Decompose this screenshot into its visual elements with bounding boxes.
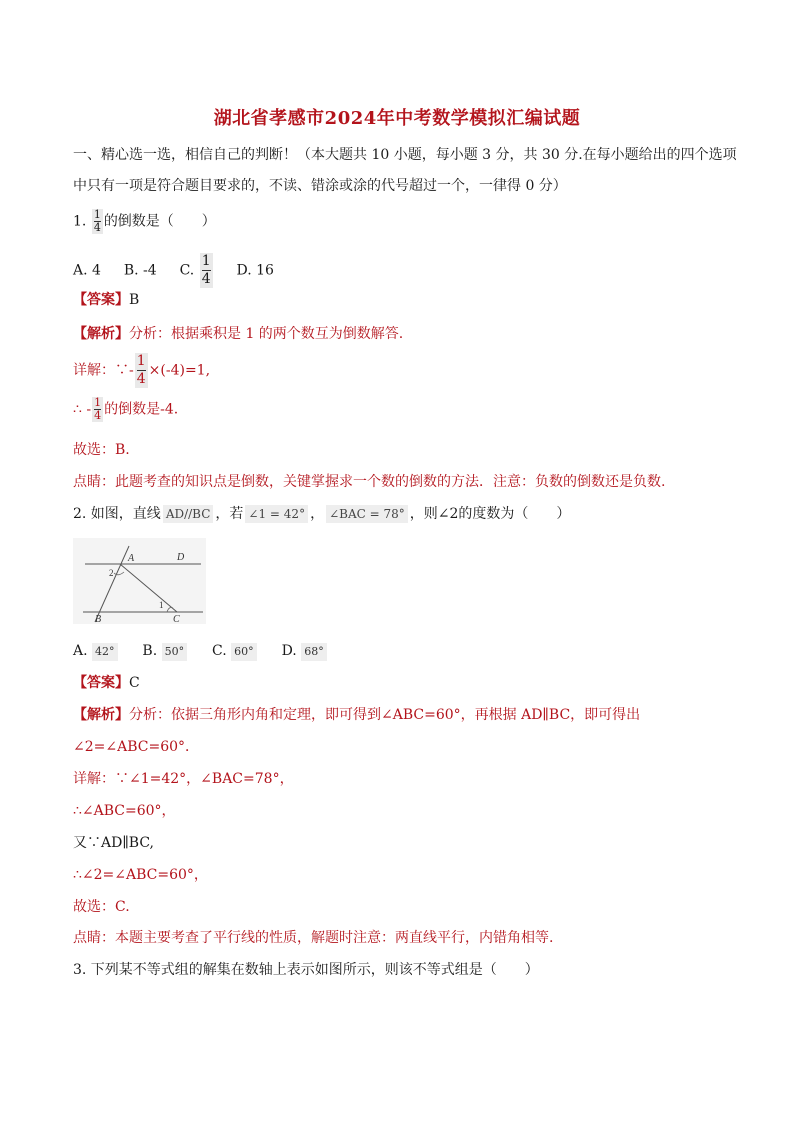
question-text: 2. 如图，直线 <box>73 506 161 522</box>
analysis-tag: 【解析】 <box>73 326 129 342</box>
section-instructions-line2: 中只有一项是符合题目要求的，不读、错涂或涂的代号超过一个，一律得 0 分） <box>73 178 567 194</box>
option-c-value: 60° <box>231 643 257 661</box>
question-2-stem <box>73 505 570 523</box>
option-d-value: 68° <box>301 643 327 661</box>
therefore-suffix: 的倒数是-4. <box>104 401 179 418</box>
question-1-therefore <box>73 397 178 422</box>
math-angle-1: ∠1 = 42° <box>245 505 308 523</box>
option-d-label: D. <box>281 643 297 659</box>
geometry-figure <box>73 538 206 624</box>
question-1-choice: 故选：B. <box>73 442 130 458</box>
answer-tag: 【答案】 <box>73 675 129 691</box>
math-ad-parallel-bc: AD//BC <box>163 505 214 523</box>
question-2-analysis-cont: ∠2=∠ABC=60°． <box>73 739 200 755</box>
label-a: A <box>128 553 135 564</box>
fraction <box>92 397 103 422</box>
option-b-value: 50° <box>162 643 188 661</box>
question-2-choice: 故选：C. <box>73 899 130 915</box>
option-c-label: C. <box>212 643 227 659</box>
fraction-denominator: 4 <box>94 409 102 422</box>
question-2-detail-3: 又∵AD∥BC, <box>73 835 155 851</box>
fraction <box>135 353 148 388</box>
option-a-value: 42° <box>92 643 118 661</box>
question-text: ，则∠2的度数为（ ） <box>409 506 571 522</box>
label-d: D <box>177 552 185 563</box>
answer-value: B <box>129 292 140 308</box>
question-2-options <box>73 642 327 661</box>
question-1-detail <box>73 353 210 388</box>
question-1-answer <box>73 291 139 309</box>
question-number: 1. <box>73 213 87 230</box>
option-c-fraction <box>200 253 213 288</box>
fraction <box>92 209 103 234</box>
question-1-stem <box>73 209 216 234</box>
fraction-numerator: 1 <box>94 396 102 409</box>
question-1-analysis <box>73 325 403 343</box>
fraction-denominator: 4 <box>136 371 146 387</box>
question-3-stem: 3. 下列某不等式组的解集在数轴上表示如图所示，则该不等式组是（ ） <box>73 962 539 978</box>
page-title: 湖北省孝感市2024年中考数学模拟汇编试题 <box>213 108 581 129</box>
option-c-label: C. <box>179 262 195 279</box>
question-2-detail-1: 详解：∵∠1=42°，∠BAC=78°， <box>73 771 294 787</box>
option-a-label: A. <box>73 643 88 659</box>
question-1-comment: 点睛：此题考查的知识点是倒数，关键掌握求一个数的倒数的方法．注意：负数的倒数还是负数. <box>73 474 666 490</box>
fraction-numerator: 1 <box>136 353 146 369</box>
label-b: B <box>95 614 102 624</box>
fraction-numerator: 1 <box>93 208 101 221</box>
question-text: ，若 <box>215 506 244 522</box>
fraction-denominator: 4 <box>201 271 211 287</box>
option-b: B. -4 <box>123 262 157 279</box>
detail-suffix: ×(-4)=1, <box>148 362 211 379</box>
analysis-text: 分析：根据乘积是 1 的两个数互为倒数解答. <box>129 326 404 342</box>
math-angle-bac: ∠BAC = 78° <box>326 505 408 523</box>
question-2-detail-4: ∴∠2=∠ABC=60°， <box>73 867 208 883</box>
analysis-tag: 【解析】 <box>73 707 129 723</box>
answer-tag: 【答案】 <box>73 292 129 308</box>
label-angle-1: 1 <box>159 600 164 610</box>
answer-value: C <box>129 675 140 691</box>
detail-prefix: 详解：∵- <box>73 362 134 379</box>
question-2-detail-2: ∴∠ABC=60°， <box>73 803 176 819</box>
option-a: A. 4 <box>73 262 101 279</box>
option-b-label: B. <box>142 643 158 659</box>
question-1-options <box>73 253 274 288</box>
question-2-answer <box>73 674 140 692</box>
question-2-analysis <box>73 706 640 724</box>
question-text: 的倒数是（ ） <box>103 213 216 230</box>
parallel-lines-diagram <box>73 538 206 624</box>
option-d: D. 16 <box>236 262 274 279</box>
analysis-text: 分析：依据三角形内角和定理，即可得到∠ABC=60°，再根据 AD∥BC，即可得出 <box>129 707 641 723</box>
label-angle-2: 2 <box>109 568 114 578</box>
question-2-comment: 点睛：本题主要考查了平行线的性质，解题时注意：两直线平行，内错角相等. <box>73 930 554 946</box>
question-text: ， <box>310 506 325 522</box>
label-c: C <box>173 614 180 624</box>
therefore-prefix: ∴ - <box>73 401 92 418</box>
fraction-denominator: 4 <box>93 221 101 234</box>
section-instructions-line1: 一、精心选一选，相信自己的判断！（本大题共 10 小题，每小题 3 分，共 30 分.在每小题给出的四个选项 <box>73 147 737 163</box>
fraction-numerator: 1 <box>201 253 211 269</box>
